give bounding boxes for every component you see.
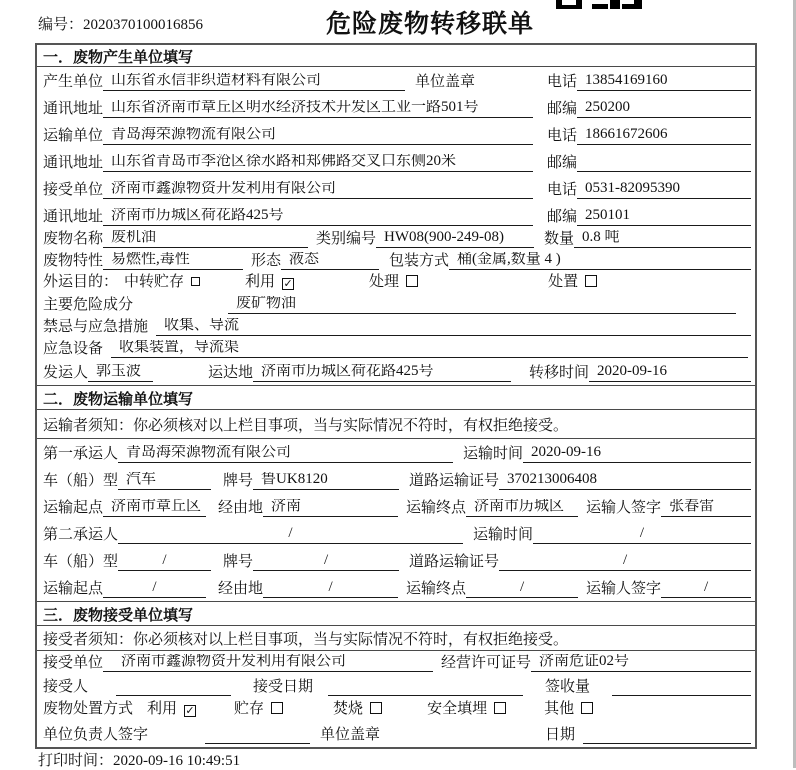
transporter-address-row bbox=[37, 148, 755, 175]
transporter-label: 运输单位 bbox=[43, 128, 104, 145]
zip-value: 250101 bbox=[577, 208, 751, 226]
phone-label: 电话 bbox=[547, 128, 578, 145]
disposal-option bbox=[427, 702, 506, 718]
transfer-date-label: 转移时间 bbox=[529, 365, 590, 382]
disposal-row bbox=[37, 699, 755, 723]
accept-date-value bbox=[328, 679, 523, 696]
plate-label: 牌号 bbox=[223, 473, 254, 490]
hazard-label: 主要危险成分 bbox=[43, 297, 134, 314]
via-label: 经由地 bbox=[218, 500, 264, 517]
disposal-label: 废物处置方式 bbox=[43, 700, 134, 717]
head-sign-label: 单位负责人签字 bbox=[43, 727, 149, 744]
page-title: 危险废物转移联单 bbox=[326, 11, 535, 38]
carrier1-row bbox=[37, 439, 755, 466]
print-time-line bbox=[38, 749, 240, 770]
character-label: 废物特性 bbox=[43, 253, 104, 270]
purpose-option bbox=[245, 275, 294, 291]
endpoint-value: / bbox=[466, 580, 578, 598]
serial-label: 编号： bbox=[38, 17, 84, 33]
disposal-option bbox=[544, 702, 593, 718]
transporter-row bbox=[37, 121, 755, 148]
purpose-label: 外运目的： bbox=[43, 273, 119, 290]
destination-label: 运达地 bbox=[208, 365, 254, 382]
option-label: 利用 bbox=[245, 273, 276, 290]
zip-label: 邮编 bbox=[547, 209, 578, 226]
shipper-row bbox=[37, 361, 755, 385]
option-label: 安全填埋 bbox=[427, 700, 488, 717]
accept-unit-row bbox=[37, 651, 755, 675]
checkbox-icon bbox=[191, 277, 200, 286]
producer-row bbox=[37, 67, 755, 94]
origin-label: 运输起点 bbox=[43, 500, 104, 517]
serial-number-line bbox=[38, 13, 203, 34]
quantity-value: 0.8 吨 bbox=[574, 230, 751, 248]
carrier2-value: / bbox=[118, 526, 463, 544]
plate-value: 鲁UK8120 bbox=[253, 472, 399, 490]
producer-label: 产生单位 bbox=[43, 74, 104, 91]
option-label: 中转贮存 bbox=[124, 273, 185, 290]
head-sign-value bbox=[205, 727, 310, 744]
carrier2-label: 第二承运人 bbox=[43, 527, 119, 544]
signed-amount-value bbox=[612, 679, 751, 696]
serial-value: 2020370100016856 bbox=[83, 17, 204, 33]
accept-person-label: 接受人 bbox=[43, 679, 89, 696]
destination-value: 济南市历城区荷花路425号 bbox=[253, 364, 511, 382]
section1-header: 一．废物产生单位填写 bbox=[37, 45, 755, 67]
origin-value: 济南市章丘区 bbox=[103, 499, 206, 517]
waste-name-value: 废机油 bbox=[103, 230, 308, 248]
option-label: 贮存 bbox=[234, 700, 265, 717]
accept-date-label: 接受日期 bbox=[253, 679, 314, 696]
transport-time-value: 2020-09-16 bbox=[523, 445, 751, 463]
purpose-row bbox=[37, 273, 755, 295]
checkbox-checked-icon: ✓ bbox=[283, 277, 293, 290]
checkbox-icon bbox=[585, 275, 597, 287]
form-label: 形态 bbox=[251, 253, 282, 270]
carrier2-row bbox=[37, 520, 755, 547]
route2-row bbox=[37, 574, 755, 601]
option-label: 处理 bbox=[369, 273, 400, 290]
character-value: 易燃性,毒性 bbox=[103, 252, 243, 270]
checkbox-checked-icon: ✓ bbox=[185, 704, 195, 717]
unit-seal-label: 单位盖章 bbox=[320, 727, 381, 744]
package-label: 包装方式 bbox=[389, 253, 450, 270]
address-label: 通讯地址 bbox=[43, 155, 104, 172]
transporter-sign-label: 运输人签字 bbox=[586, 581, 662, 598]
checkbox-icon bbox=[370, 702, 382, 714]
permit-no-value: 济南危证02号 bbox=[531, 654, 751, 672]
package-value: 桶(金属,数量 4 ) bbox=[449, 252, 751, 270]
transporter-sign-value: / bbox=[661, 580, 751, 598]
zip-value bbox=[577, 155, 751, 172]
transport-time-label: 运输时间 bbox=[473, 527, 534, 544]
road-permit-label: 道路运输证号 bbox=[409, 554, 500, 571]
via-value: 济南 bbox=[263, 499, 398, 517]
receiver-notice: 接受者须知：你必须核对以上栏目事项，当与实际情况不符时，有权拒绝接受。 bbox=[37, 626, 755, 651]
receiver-address-row bbox=[37, 202, 755, 229]
checkbox-icon bbox=[494, 702, 506, 714]
print-time-value: 2020-09-16 10:49:51 bbox=[113, 753, 241, 769]
checkbox-icon bbox=[406, 275, 418, 287]
endpoint-value: 济南市历城区 bbox=[466, 499, 578, 517]
hazard-row bbox=[37, 295, 755, 317]
equipment-row bbox=[37, 339, 755, 361]
transfer-date-value: 2020-09-16 bbox=[589, 364, 751, 382]
vehicle-type-value: / bbox=[118, 553, 211, 571]
date-label: 日期 bbox=[545, 727, 576, 744]
address-label: 通讯地址 bbox=[43, 209, 104, 226]
carrier1-value: 青岛海荣源物流有限公司 bbox=[118, 445, 453, 463]
via-value: / bbox=[263, 580, 398, 598]
print-time-label: 打印时间： bbox=[38, 753, 114, 769]
receiver-label: 接受单位 bbox=[43, 182, 104, 199]
phone-value: 13854169160 bbox=[577, 73, 751, 91]
address-label: 通讯地址 bbox=[43, 101, 104, 118]
transporter-value: 青岛海荣源物流有限公司 bbox=[103, 127, 533, 145]
vehicle-type-label: 车（船）型 bbox=[43, 473, 119, 490]
origin-label: 运输起点 bbox=[43, 581, 104, 598]
waste-name-label: 废物名称 bbox=[43, 231, 104, 248]
taboo-label: 禁忌与应急措施 bbox=[43, 319, 149, 336]
accept-person-value bbox=[116, 679, 231, 696]
option-label: 利用 bbox=[147, 700, 178, 717]
transporter-notice: 运输者须知：你必须核对以上栏目事项，当与实际情况不符时，有权拒绝接受。 bbox=[37, 410, 755, 439]
address-value: 山东省济南市章丘区明水经济技术开发区工业一路501号 bbox=[103, 100, 533, 118]
form-value: 液态 bbox=[281, 252, 379, 270]
producer-address-row bbox=[37, 94, 755, 121]
transport-time-value: / bbox=[533, 526, 751, 544]
vehicle-type-value: 汽车 bbox=[118, 472, 211, 490]
waste-character-row bbox=[37, 251, 755, 273]
section3-header: 三．废物接受单位填写 bbox=[37, 601, 755, 626]
endpoint-label: 运输终点 bbox=[406, 581, 467, 598]
transporter-sign-label: 运输人签字 bbox=[586, 500, 662, 517]
taboo-row bbox=[37, 317, 755, 339]
quantity-label: 数量 bbox=[544, 231, 575, 248]
producer-value: 山东省永信非织造材料有限公司 bbox=[103, 73, 405, 91]
equipment-label: 应急设备 bbox=[43, 341, 104, 358]
form-table bbox=[35, 43, 757, 749]
unit-seal-label: 单位盖章 bbox=[415, 74, 476, 91]
checkbox-icon bbox=[581, 702, 593, 714]
category-label: 类别编号 bbox=[316, 231, 377, 248]
road-permit-label: 道路运输证号 bbox=[409, 473, 500, 490]
taboo-value: 收集、导流 bbox=[156, 318, 751, 336]
head-sign-row bbox=[37, 723, 755, 747]
phone-label: 电话 bbox=[547, 182, 578, 199]
qr-code-fragment bbox=[556, 0, 644, 9]
section2-header: 二．废物运输单位填写 bbox=[37, 385, 755, 410]
address-value: 山东省青岛市李沧区徐水路和郑佛路交叉口东侧20米 bbox=[103, 154, 533, 172]
accept-person-row bbox=[37, 675, 755, 699]
waste-name-row bbox=[37, 229, 755, 251]
phone-value: 0531-82095390 bbox=[577, 181, 751, 199]
hazard-value: 废矿物油 bbox=[228, 296, 736, 314]
transporter-sign-value: 张春雷 bbox=[661, 499, 751, 517]
accept-unit-label: 接受单位 bbox=[43, 655, 104, 672]
accept-unit-value: 济南市鑫源物资开发利用有限公司 bbox=[103, 654, 433, 672]
plate-label: 牌号 bbox=[223, 554, 254, 571]
carrier1-label: 第一承运人 bbox=[43, 446, 119, 463]
disposal-option bbox=[333, 702, 382, 718]
option-label: 处置 bbox=[548, 273, 579, 290]
shipper-value: 郭玉波 bbox=[88, 364, 153, 382]
shipper-label: 发运人 bbox=[43, 365, 89, 382]
checkbox-icon bbox=[271, 702, 283, 714]
vehicle-type-label: 车（船）型 bbox=[43, 554, 119, 571]
transport-time-label: 运输时间 bbox=[463, 446, 524, 463]
receiver-value: 济南市鑫源物资开发利用有限公司 bbox=[103, 181, 533, 199]
phone-label: 电话 bbox=[547, 74, 578, 91]
vehicle1-row bbox=[37, 466, 755, 493]
zip-label: 邮编 bbox=[547, 101, 578, 118]
road-permit-value: 370213006408 bbox=[499, 472, 751, 490]
option-label: 焚烧 bbox=[333, 700, 364, 717]
receiver-row bbox=[37, 175, 755, 202]
purpose-option bbox=[548, 275, 597, 291]
category-value: HW08(900-249-08) bbox=[376, 230, 534, 248]
address-value: 济南市历城区荷花路425号 bbox=[103, 208, 533, 226]
zip-value: 250200 bbox=[577, 100, 751, 118]
disposal-option bbox=[147, 702, 196, 718]
endpoint-label: 运输终点 bbox=[406, 500, 467, 517]
permit-no-label: 经营许可证号 bbox=[441, 655, 532, 672]
purpose-option bbox=[124, 275, 200, 291]
purpose-option bbox=[369, 275, 418, 291]
plate-value: / bbox=[253, 553, 399, 571]
equipment-value: 收集装置，导流渠 bbox=[111, 340, 748, 358]
origin-value: / bbox=[103, 580, 206, 598]
phone-value: 18661672606 bbox=[577, 127, 751, 145]
option-label: 其他 bbox=[544, 700, 575, 717]
signed-amount-label: 签收量 bbox=[545, 679, 591, 696]
route1-row bbox=[37, 493, 755, 520]
disposal-option bbox=[234, 702, 283, 718]
vehicle2-row bbox=[37, 547, 755, 574]
via-label: 经由地 bbox=[218, 581, 264, 598]
zip-label: 邮编 bbox=[547, 155, 578, 172]
road-permit-value: / bbox=[499, 553, 751, 571]
date-value bbox=[583, 727, 751, 744]
